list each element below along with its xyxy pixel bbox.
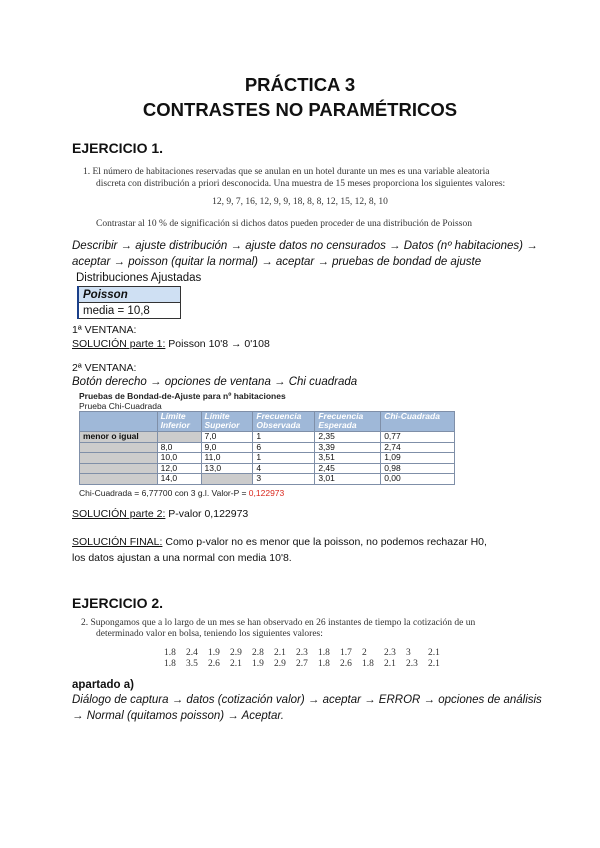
chi-header-chisq: Chi-Cuadrada — [381, 412, 455, 432]
exercise2-subheading: apartado a) — [72, 679, 134, 691]
solution2-label: SOLUCIÓN parte 2: — [72, 508, 166, 520]
value-cell: 2.1 — [428, 648, 440, 658]
exercise2-heading: EJERCICIO 2. — [72, 595, 164, 611]
chi-title: Pruebas de Bondad-de-Ajuste para nº habitaciones — [79, 391, 286, 401]
table-cell: 0,00 — [381, 474, 455, 485]
solution1-label: SOLUCIÓN parte 1: — [72, 338, 166, 350]
exercise2-values-row1 — [164, 648, 450, 658]
table-cell: 2,45 — [315, 463, 381, 474]
value-cell: 1.7 — [340, 648, 352, 658]
table-cell: menor o igual — [80, 432, 158, 443]
chi-header-expected: Frecuencia Esperada — [315, 412, 381, 432]
distributions-title: Distribuciones Ajustadas — [76, 272, 202, 284]
distributions-table — [77, 286, 181, 319]
chi-pvalue: 0,122973 — [248, 488, 285, 498]
solution2-text: P-valor 0,122973 — [165, 508, 249, 520]
chi-footer — [79, 488, 284, 498]
chi-header-blank — [80, 412, 158, 432]
chi-header-row — [80, 412, 455, 432]
page-title-line1: PRÁCTICA 3 — [244, 74, 356, 95]
value-cell: 1.8 — [164, 659, 176, 669]
solution1 — [72, 338, 270, 350]
table-cell: 9,0 — [201, 442, 253, 453]
value-cell: 1.9 — [252, 659, 264, 669]
value-cell: 2.6 — [208, 659, 220, 669]
page-title-line2: CONTRASTES NO PARAMÉTRICOS — [142, 99, 458, 120]
table-row — [80, 453, 455, 464]
value-cell: 3.5 — [186, 659, 198, 669]
table-cell — [80, 474, 158, 485]
exercise1-statement-line1: 1. El número de habitaciones reservadas que se anulan en un hotel durante un mes es una variable aleatoria — [83, 167, 490, 177]
value-cell: 2 — [362, 648, 367, 658]
chi-square-table — [79, 411, 455, 485]
table-row — [80, 432, 455, 443]
table-cell — [80, 463, 158, 474]
table-cell: 1 — [253, 453, 315, 464]
exercise1-statement-line2: discreta con distribución a priori desconocida. Una muestra de 15 meses proporciona los siguientes valores: — [96, 179, 506, 189]
table-cell: 13,0 — [201, 463, 253, 474]
final-solution-label: SOLUCIÓN FINAL: — [72, 536, 163, 548]
distributions-header: Poisson — [78, 287, 181, 303]
table-cell: 14,0 — [157, 474, 201, 485]
value-cell: 2.3 — [406, 659, 418, 669]
exercise1-question: Contrastar al 10 % de significación si dichos datos pueden proceder de una distribución de Poisson — [96, 219, 472, 229]
final-solution-text-2: los datos ajustan a una normal con media 10'8. — [72, 552, 292, 564]
table-cell: 2,74 — [381, 442, 455, 453]
table-cell: 12,0 — [157, 463, 201, 474]
table-cell: 11,0 — [201, 453, 253, 464]
table-cell: 3,01 — [315, 474, 381, 485]
table-cell: 4 — [253, 463, 315, 474]
table-row — [80, 442, 455, 453]
exercise2-path-line2: → Normal (quitamos poisson) → Aceptar. — [72, 710, 284, 722]
window1-label: 1ª VENTANA: — [72, 324, 137, 336]
value-cell: 2.3 — [384, 648, 396, 658]
final-solution-text-1: Como p-valor no es menor que la poisson, no podemos rechazar H0, — [162, 536, 487, 548]
value-cell: 1.8 — [362, 659, 374, 669]
exercise2-values-row2 — [164, 659, 450, 669]
table-row — [80, 474, 455, 485]
table-row — [80, 463, 455, 474]
chi-subtitle: Prueba Chi-Cuadrada — [79, 401, 162, 411]
chi-header-observed: Frecuencia Observada — [253, 412, 315, 432]
table-cell: 3,39 — [315, 442, 381, 453]
exercise1-heading: EJERCICIO 1. — [72, 140, 164, 156]
table-cell: 2,35 — [315, 432, 381, 443]
table-cell — [201, 474, 253, 485]
value-cell: 2.3 — [296, 648, 308, 658]
value-cell: 2.1 — [230, 659, 242, 669]
value-cell: 2.6 — [340, 659, 352, 669]
exercise2-path-line1: Diálogo de captura → datos (cotización valor) → aceptar → ERROR → opciones de análisis — [72, 694, 542, 706]
table-cell: 1 — [253, 432, 315, 443]
distributions-value: media = 10,8 — [78, 303, 181, 319]
value-cell: 2.4 — [186, 648, 198, 658]
solution1-text: Poisson 10'8 → 0'108 — [165, 338, 270, 350]
table-cell: 3 — [253, 474, 315, 485]
value-cell: 1.8 — [164, 648, 176, 658]
table-cell — [80, 442, 158, 453]
value-cell: 2.7 — [296, 659, 308, 669]
exercise2-statement-line2: determinado valor en bolsa, teniendo los siguientes valores: — [96, 629, 323, 639]
table-cell: 7,0 — [201, 432, 253, 443]
table-cell: 1,09 — [381, 453, 455, 464]
value-cell: 2.8 — [252, 648, 264, 658]
exercise1-path-line2: aceptar → poisson (quitar la normal) → aceptar → pruebas de bondad de ajuste — [72, 256, 482, 268]
exercise1-path-line1: Describir → ajuste distribución → ajuste datos no censurados → Datos (nº habitaciones) → — [72, 240, 538, 252]
window2-path: Botón derecho → opciones de ventana → Chi cuadrada — [72, 376, 358, 388]
table-cell: 8,0 — [157, 442, 201, 453]
table-cell: 3,51 — [315, 453, 381, 464]
value-cell: 1.8 — [318, 659, 330, 669]
value-cell: 2.1 — [274, 648, 286, 658]
chi-header-upper: Límite Superior — [201, 412, 253, 432]
table-cell: 10,0 — [157, 453, 201, 464]
value-cell: 3 — [406, 648, 411, 658]
value-cell: 2.1 — [384, 659, 396, 669]
final-solution — [72, 536, 528, 548]
value-cell: 1.9 — [208, 648, 220, 658]
exercise2-statement-line1: 2. Supongamos que a lo largo de un mes se han observado en 26 instantes de tiempo la cotización de un — [81, 618, 476, 628]
table-cell: 0,98 — [381, 463, 455, 474]
value-cell: 2.9 — [274, 659, 286, 669]
table-cell: 6 — [253, 442, 315, 453]
exercise1-data: 12, 9, 7, 16, 12, 9, 9, 18, 8, 8, 12, 15, 12, 8, 10 — [212, 197, 388, 207]
chi-footer-text: Chi-Cuadrada = 6,77700 con 3 g.l. Valor-P = — [79, 488, 249, 498]
table-cell — [157, 432, 201, 443]
value-cell: 1.8 — [318, 648, 330, 658]
value-cell: 2.1 — [428, 659, 440, 669]
window2-label: 2ª VENTANA: — [72, 362, 137, 374]
table-cell: 0,77 — [381, 432, 455, 443]
solution2 — [72, 508, 248, 520]
value-cell: 2.9 — [230, 648, 242, 658]
chi-header-lower: Límite Inferior — [157, 412, 201, 432]
table-cell — [80, 453, 158, 464]
